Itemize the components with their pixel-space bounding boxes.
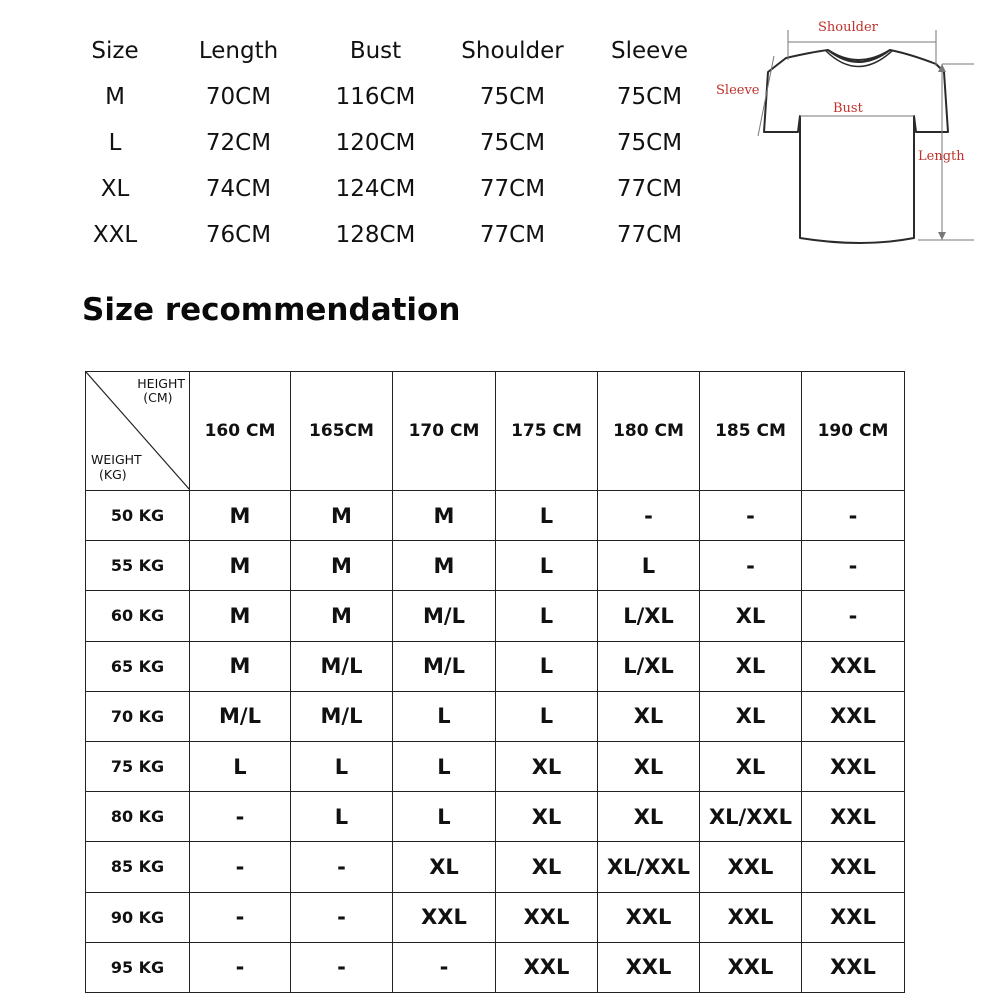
size-chart-cell: 128CM — [335, 222, 416, 248]
size-cell: L — [393, 741, 496, 791]
size-cell: M — [190, 591, 291, 641]
size-cell: - — [802, 491, 905, 541]
size-cell: M/L — [393, 641, 496, 691]
size-cell: M — [190, 541, 291, 591]
size-cell: XL — [393, 842, 496, 892]
size-recommendation-title: Size recommendation — [82, 292, 461, 328]
size-cell: - — [291, 942, 393, 992]
size-cell: M/L — [190, 691, 291, 741]
size-cell: XXL — [802, 792, 905, 842]
size-chart-cell: M — [105, 84, 125, 110]
size-chart-cell: XL — [100, 176, 130, 202]
height-column-header: 160 CM — [190, 372, 291, 491]
size-chart-row — [60, 212, 740, 258]
size-cell: L — [496, 541, 598, 591]
size-cell: - — [802, 591, 905, 641]
height-column-header: 165CM — [291, 372, 393, 491]
weight-row — [86, 942, 905, 992]
height-axis-label — [137, 377, 185, 405]
size-chart-cell: 77CM — [616, 176, 683, 202]
size-cell: M/L — [291, 691, 393, 741]
size-cell: XXL — [802, 842, 905, 892]
size-cell: XXL — [496, 942, 598, 992]
size-cell: XXL — [393, 892, 496, 942]
size-cell: XL — [598, 792, 700, 842]
size-cell: XXL — [802, 641, 905, 691]
size-cell: XXL — [802, 691, 905, 741]
size-cell: - — [190, 842, 291, 892]
size-chart-cell: XXL — [92, 222, 138, 248]
size-chart-cell: 75CM — [479, 84, 546, 110]
weight-row — [86, 741, 905, 791]
size-cell: - — [598, 491, 700, 541]
size-cell: M — [393, 491, 496, 541]
weight-row-header: 90 KG — [86, 892, 190, 942]
size-cell: - — [802, 541, 905, 591]
size-chart-row — [60, 74, 740, 120]
weight-row-header: 55 KG — [86, 541, 190, 591]
size-cell: M/L — [291, 641, 393, 691]
size-cell: L — [496, 691, 598, 741]
size-cell: M — [291, 591, 393, 641]
weight-row-header: 95 KG — [86, 942, 190, 992]
size-cell: XXL — [700, 942, 802, 992]
size-cell: XL — [496, 842, 598, 892]
size-cell: L/XL — [598, 591, 700, 641]
size-cell: XXL — [700, 892, 802, 942]
size-chart-cell: 77CM — [479, 176, 546, 202]
size-chart-cell: 72CM — [205, 130, 272, 156]
weight-row-header: 60 KG — [86, 591, 190, 641]
weight-row — [86, 792, 905, 842]
size-chart-cell: 76CM — [205, 222, 272, 248]
size-cell: M — [190, 641, 291, 691]
size-cell: L — [393, 691, 496, 741]
size-cell: XL — [700, 741, 802, 791]
size-cell: XXL — [802, 741, 905, 791]
size-cell: - — [190, 892, 291, 942]
size-cell: XXL — [598, 942, 700, 992]
size-chart-cell: 70CM — [205, 84, 272, 110]
length-label: Length — [918, 149, 965, 164]
weight-row — [86, 641, 905, 691]
size-chart-cell: 124CM — [335, 176, 416, 202]
size-chart-cell: 120CM — [335, 130, 416, 156]
size-cell: - — [190, 942, 291, 992]
height-unit-label: (CM) — [143, 390, 173, 405]
size-chart-cell: 75CM — [479, 130, 546, 156]
size-cell: XL/XXL — [598, 842, 700, 892]
size-cell: XXL — [802, 942, 905, 992]
size-chart-header: Shoulder — [461, 38, 564, 64]
size-cell: L — [190, 741, 291, 791]
size-cell: L — [291, 741, 393, 791]
size-cell: - — [190, 792, 291, 842]
weight-row-header: 75 KG — [86, 741, 190, 791]
size-cell: L — [291, 792, 393, 842]
size-chart-table — [60, 28, 740, 258]
size-cell: - — [393, 942, 496, 992]
height-label: HEIGHT — [137, 376, 185, 391]
corner-header-cell — [86, 372, 190, 491]
size-chart-header-row — [60, 28, 740, 74]
size-chart-header: Size — [91, 38, 139, 64]
size-cell: XL/XXL — [700, 792, 802, 842]
sleeve-label: Sleeve — [716, 83, 760, 98]
size-cell: XXL — [700, 842, 802, 892]
size-cell: - — [291, 842, 393, 892]
size-chart-header: Sleeve — [610, 38, 689, 64]
size-cell: XL — [496, 741, 598, 791]
height-column-header: 175 CM — [496, 372, 598, 491]
size-chart-header: Bust — [349, 38, 402, 64]
height-column-header: 190 CM — [802, 372, 905, 491]
size-cell: XXL — [802, 892, 905, 942]
size-cell: L — [496, 591, 598, 641]
weight-row — [86, 892, 905, 942]
size-chart-row — [60, 166, 740, 212]
size-cell: XXL — [598, 892, 700, 942]
size-cell: - — [700, 541, 802, 591]
size-recommendation-table — [85, 371, 905, 993]
size-cell: M/L — [393, 591, 496, 641]
size-chart-cell: 75CM — [616, 84, 683, 110]
weight-label: WEIGHT — [91, 452, 142, 467]
size-chart-cell: 116CM — [335, 84, 416, 110]
size-cell: - — [700, 491, 802, 541]
size-cell: L/XL — [598, 641, 700, 691]
weight-row — [86, 491, 905, 541]
size-cell: XL — [700, 691, 802, 741]
weight-unit-label: (KG) — [99, 467, 127, 482]
height-column-header: 180 CM — [598, 372, 700, 491]
size-cell: XL — [700, 641, 802, 691]
height-column-header: 170 CM — [393, 372, 496, 491]
size-cell: M — [291, 541, 393, 591]
size-chart-row — [60, 120, 740, 166]
size-cell: L — [496, 641, 598, 691]
height-header-row — [86, 372, 905, 491]
weight-axis-label — [91, 452, 142, 482]
size-cell: XL — [700, 591, 802, 641]
size-cell: XXL — [496, 892, 598, 942]
weight-row — [86, 842, 905, 892]
shoulder-label: Shoulder — [818, 20, 878, 35]
size-cell: L — [598, 541, 700, 591]
size-cell: M — [291, 491, 393, 541]
size-chart-header: Length — [198, 38, 279, 64]
size-cell: M — [190, 491, 291, 541]
tshirt-outline-icon — [712, 12, 988, 252]
weight-row-header: 70 KG — [86, 691, 190, 741]
weight-row-header: 50 KG — [86, 491, 190, 541]
size-cell: XL — [496, 792, 598, 842]
size-cell: XL — [598, 741, 700, 791]
size-cell: L — [393, 792, 496, 842]
size-cell: L — [496, 491, 598, 541]
size-chart-cell: L — [108, 130, 122, 156]
weight-row — [86, 591, 905, 641]
weight-row-header: 65 KG — [86, 641, 190, 691]
size-cell: XL — [598, 691, 700, 741]
bust-label: Bust — [833, 101, 863, 116]
size-chart-cell: 77CM — [616, 222, 683, 248]
height-column-header: 185 CM — [700, 372, 802, 491]
size-chart-cell: 75CM — [616, 130, 683, 156]
size-chart-cell: 77CM — [479, 222, 546, 248]
size-chart-cell: 74CM — [205, 176, 272, 202]
weight-row-header: 80 KG — [86, 792, 190, 842]
weight-row-header: 85 KG — [86, 842, 190, 892]
weight-row — [86, 691, 905, 741]
size-cell: - — [291, 892, 393, 942]
weight-row — [86, 541, 905, 591]
tshirt-measurement-diagram — [712, 12, 988, 252]
size-cell: M — [393, 541, 496, 591]
